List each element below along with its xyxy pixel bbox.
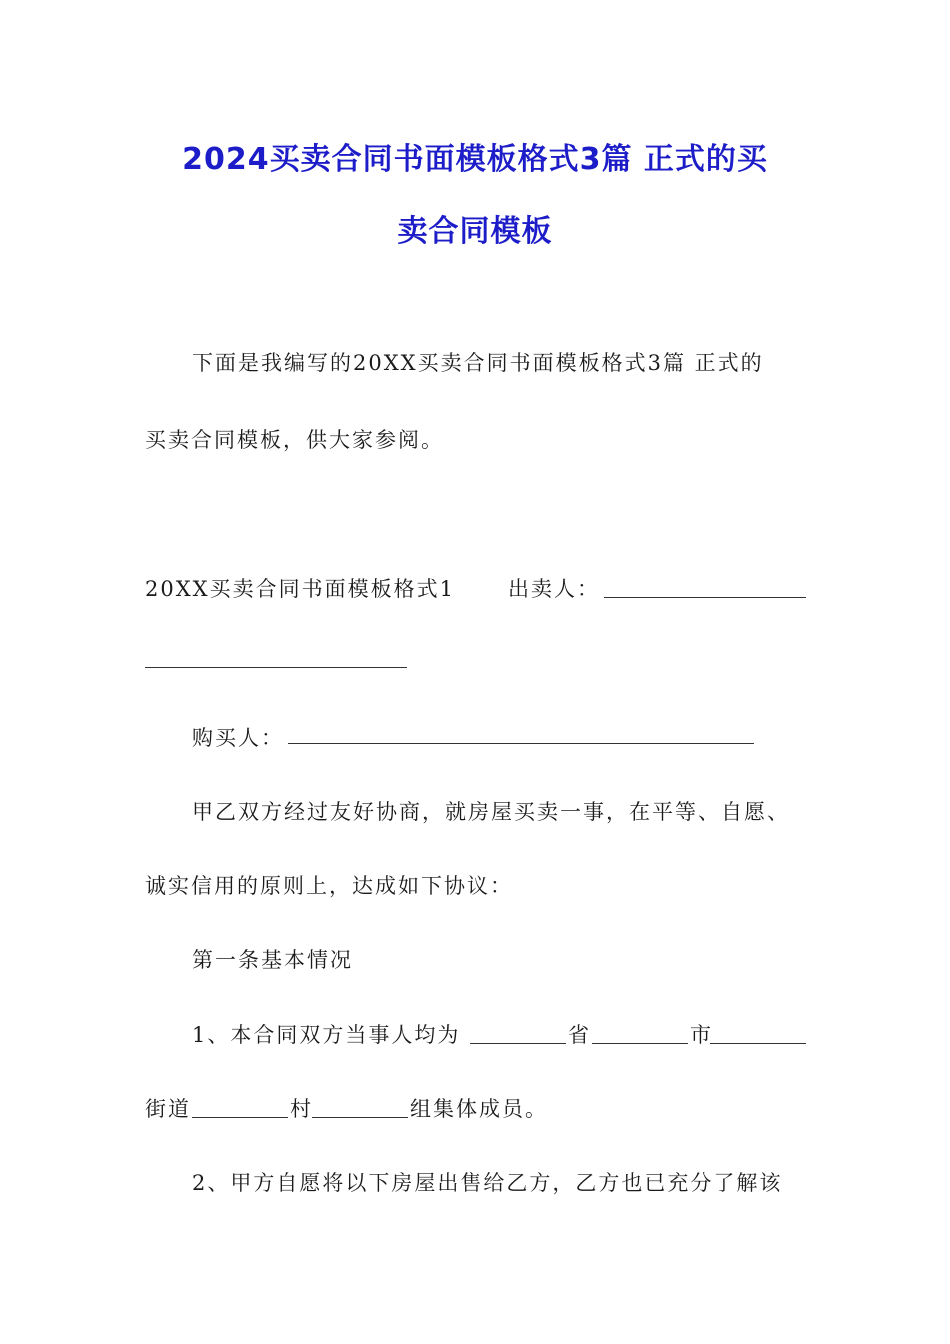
item-1-street: 街道 xyxy=(145,1097,191,1121)
item-1-prefix: 1、本合同双方当事人均为 xyxy=(192,1023,461,1047)
item-1-blank-2 xyxy=(592,1043,688,1044)
seller-blank-continuation xyxy=(145,667,407,668)
document-title-line-1: 2024买卖合同书面模板格式3篇 正式的买 xyxy=(182,142,768,177)
buyer-blank-line xyxy=(288,743,754,744)
paragraph-1-line-2: 诚实信用的原则上，达成如下协议： xyxy=(145,874,513,898)
item-1-province: 省 xyxy=(568,1023,591,1047)
seller-label: 出卖人： xyxy=(508,577,600,601)
buyer-label: 购买人： xyxy=(192,726,284,750)
item-1-blank-5 xyxy=(312,1117,408,1118)
item-1-blank-3 xyxy=(710,1043,806,1044)
item-1-village: 村 xyxy=(290,1097,313,1121)
intro-line-2: 买卖合同模板，供大家参阅。 xyxy=(145,428,444,452)
article-1-heading: 第一条基本情况 xyxy=(192,948,353,972)
intro-line-1: 下面是我编写的20XX买卖合同书面模板格式3篇 正式的 xyxy=(192,351,764,375)
item-1-suffix: 组集体成员。 xyxy=(410,1097,548,1121)
section-heading: 20XX买卖合同书面模板格式1 xyxy=(145,577,455,601)
seller-blank-line xyxy=(604,597,806,598)
item-1-blank-4 xyxy=(192,1117,288,1118)
item-1-city: 市 xyxy=(690,1023,713,1047)
paragraph-1-line-1: 甲乙双方经过友好协商，就房屋买卖一事，在平等、自愿、 xyxy=(192,800,790,824)
item-2-line-1: 2、甲方自愿将以下房屋出售给乙方，乙方也已充分了解该 xyxy=(192,1171,783,1195)
document-title-line-2: 卖合同模板 xyxy=(397,214,553,249)
item-1-blank-1 xyxy=(470,1043,566,1044)
